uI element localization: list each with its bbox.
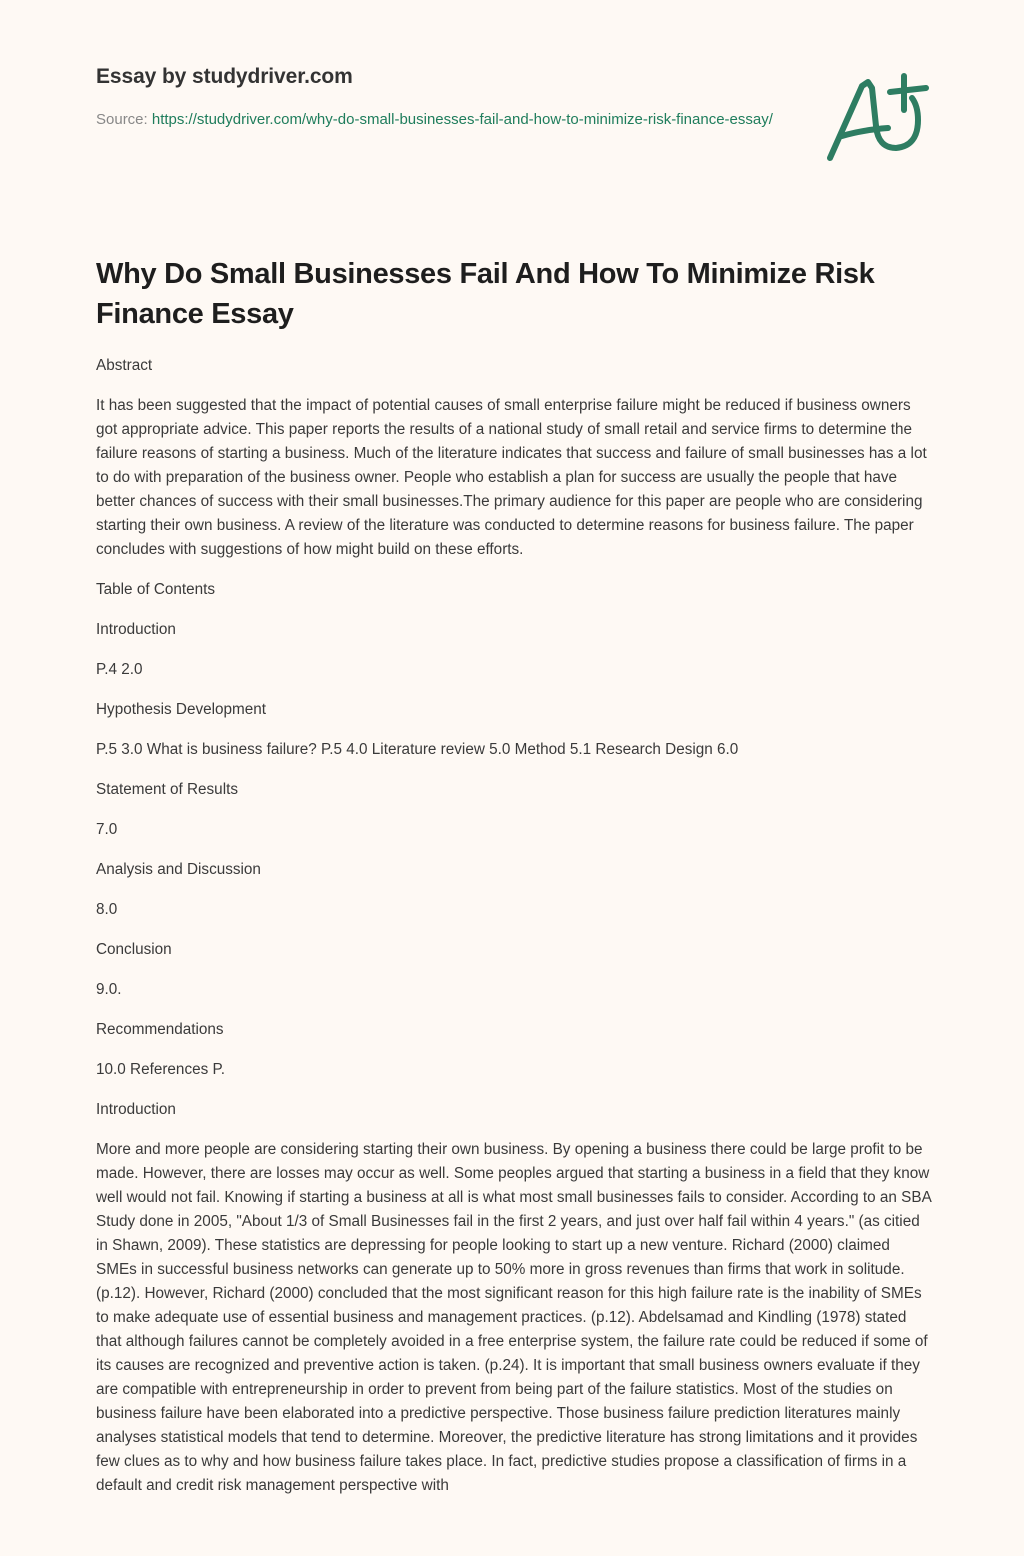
- site-title: Essay by studydriver.com: [96, 65, 353, 88]
- toc-item: Conclusion: [96, 941, 172, 958]
- toc-item: Hypothesis Development: [96, 701, 267, 718]
- toc-item: 8.0: [96, 901, 118, 918]
- toc-item: 10.0 References P.: [96, 1061, 225, 1078]
- toc-heading: Table of Contents: [96, 581, 216, 598]
- document-body: [96, 354, 932, 1514]
- document-title: Why Do Small Businesses Fail And How To Minimize Risk Finance Essay: [96, 258, 875, 330]
- abstract-paragraph: It has been suggested that the impact of potential causes of small enterprise failure might be reduced if business owners got appropriate advice. This paper reports the results of a national study of small retail and service firms to determine the failure reasons of starting a business. Much of the literature indicates that success and failure of small businesses has a lot to do with preparation of the business owner. People who establish a plan for success are usually the people that have better chances of success with their small businesses.The primary audience for this paper are people who are considering starting their own business. A review of the literature was conducted to determine reasons for business failure. The paper concludes with suggestions of how might build on these efforts.: [96, 397, 927, 558]
- toc-item: Introduction: [96, 621, 176, 638]
- toc-item: Recommendations: [96, 1021, 224, 1038]
- toc-item: P.5 3.0 What is business failure? P.5 4.0 Literature review 5.0 Method 5.1 Research Design 6.0: [96, 741, 739, 758]
- toc-item: P.4 2.0: [96, 661, 143, 678]
- introduction-paragraph: More and more people are considering starting their own business. By opening a business there could be large profit to be made. However, there are losses may occur as well. Some peoples argued that starting a business in a field that they know well would not fail. Knowing if starting a business at all is what most small businesses fails to consider. According to an SBA Study done in 2005, "About 1/3 of Small Businesses fail in the first 2 years, and just over half fail within 4 years." (as citied in Shawn, 2009). These statistics are depressing for people looking to start up a new venture. Richard (2000) claimed SMEs in successful business networks can generate up to 50% more in gross revenues than firms that work in solitude. (p.12). However, Richard (2000) concluded that the most significant reason for this high failure rate is the inability of SMEs to make adequate use of essential business and management practices. (p.12). Abdelsamad and Kindling (1978) stated that although failures cannot be completely avoided in a free enterprise system, the failure rate could be reduced if some of its causes are recognized and preventive action is taken. (p.24). It is important that small business owners evaluate if they are compatible with entrepreneurship in order to prevent from being part of the failure statistics. Most of the studies on business failure have been elaborated into a predictive perspective. Those business failure prediction literatures mainly analyses statistical models that tend to determine. Moreover, the predictive literature has strong limitations and it provides few clues as to why and how business failure takes place. In fact, predictive studies propose a classification of firms in a default and credit risk management perspective with: [96, 1141, 931, 1494]
- source-link[interactable]: https://studydriver.com/why-do-small-businesses-fail-and-how-to-minimize-risk-finance-essay/: [151, 111, 773, 128]
- source-line: [96, 108, 776, 132]
- toc-item: Statement of Results: [96, 781, 238, 798]
- introduction-heading: Introduction: [96, 1101, 176, 1118]
- abstract-heading: Abstract: [96, 357, 153, 374]
- toc-item: 9.0.: [96, 981, 122, 998]
- page-header: [96, 62, 796, 132]
- a-plus-grade-icon: [818, 66, 936, 166]
- toc-item: 7.0: [96, 821, 118, 838]
- toc-item: Analysis and Discussion: [96, 861, 261, 878]
- source-label: Source:: [96, 111, 152, 128]
